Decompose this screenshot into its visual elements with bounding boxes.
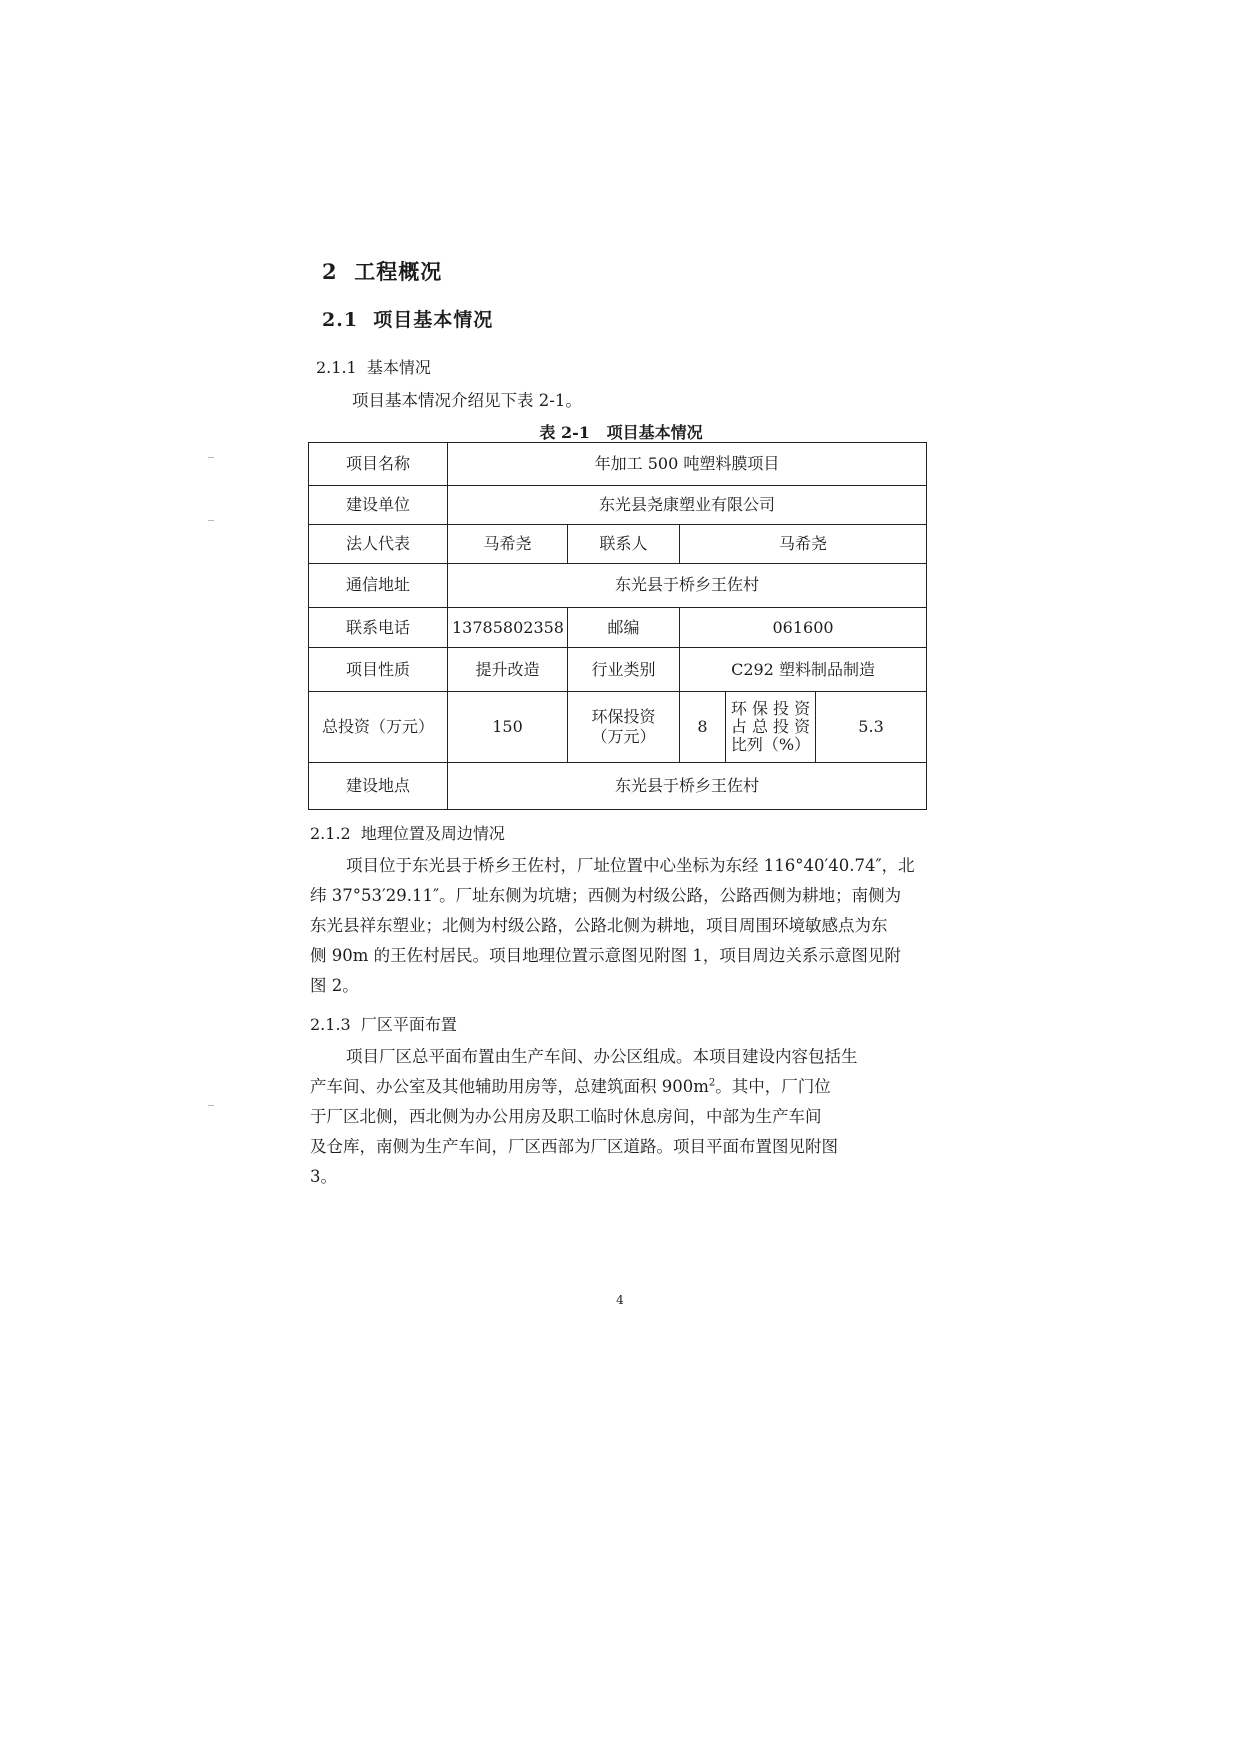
heading-title: 厂区平面布置 [360, 1015, 457, 1034]
heading-number: 2.1.1 [316, 358, 357, 377]
intro-text: 项目基本情况介绍见下表 2-1。 [352, 391, 582, 410]
nature-value: 提升改造 [448, 648, 568, 692]
paragraph-line: 3。 [310, 1167, 337, 1186]
industry-value: C292 塑料制品制造 [680, 648, 927, 692]
ratio-value: 5.3 [816, 692, 927, 763]
heading-2-1-2 [310, 821, 505, 844]
table-row [309, 607, 927, 648]
superscript: 2 [708, 1077, 716, 1089]
paragraph-line: 东光县祥东塑业；北侧为村级公路，公路北侧为耕地，项目周围环境敏感点为东 [310, 916, 888, 935]
legal-rep-label: 法人代表 [309, 525, 448, 564]
contact-label: 联系人 [568, 525, 680, 564]
page-number: 4 [616, 1293, 624, 1307]
heading-title: 地理位置及周边情况 [360, 824, 505, 843]
table-row [309, 692, 927, 763]
site-label: 建设地点 [309, 763, 448, 810]
project-name-value: 年加工 500 吨塑料膜项目 [448, 443, 927, 486]
heading-number: 2.1.3 [310, 1015, 351, 1034]
postcode-label: 邮编 [568, 607, 680, 648]
paragraph-line: 图 2。 [310, 976, 359, 995]
scan-mark [208, 520, 214, 521]
table-row [309, 563, 927, 607]
table-row [309, 485, 927, 525]
paragraph-line [310, 1072, 928, 1102]
env-invest-value: 8 [680, 692, 726, 763]
heading-2-1-3 [310, 1012, 457, 1035]
heading-number: 2.1.2 [310, 824, 351, 843]
env-invest-label-line: 环保投资 [591, 707, 656, 727]
subsection-heading [322, 305, 493, 332]
phone-label: 联系电话 [309, 607, 448, 648]
table-caption [310, 420, 932, 443]
industry-label: 行业类别 [568, 648, 680, 692]
builder-label: 建设单位 [309, 485, 448, 525]
section-title: 工程概况 [354, 259, 443, 284]
paragraph-line: 项目位于东光县于桥乡王佐村，厂址位置中心坐标为东经 116°40′40.74″，北 [346, 856, 915, 875]
scan-mark [208, 1105, 214, 1106]
subsection-number: 2.1 [322, 309, 359, 331]
location-paragraph [310, 851, 928, 1001]
phone-value: 13785802358 [448, 607, 568, 648]
paragraph-line: 及仓库，南侧为生产车间，厂区西部为厂区道路。项目平面布置图见附图 [310, 1137, 838, 1156]
section-number: 2 [322, 259, 338, 284]
legal-rep-value: 马希尧 [448, 525, 568, 564]
heading-title: 基本情况 [366, 358, 431, 377]
line-text: 产车间、办公室及其他辅助用房等，总建筑面积 900m [310, 1077, 709, 1096]
table-row [309, 525, 927, 564]
paragraph-line: 于厂区北侧，西北侧为办公用房及职工临时休息房间，中部为生产车间 [310, 1107, 822, 1126]
table-row [309, 648, 927, 692]
project-info-table [308, 442, 927, 810]
postcode-value: 061600 [680, 607, 927, 648]
layout-paragraph [310, 1042, 928, 1192]
paragraph-line: 侧 90m 的王佐村居民。项目地理位置示意图见附图 1，项目周边关系示意图见附 [310, 946, 901, 965]
section-heading [322, 256, 442, 286]
total-invest-value: 150 [448, 692, 568, 763]
line-text: 。其中，厂门位 [715, 1077, 831, 1096]
ratio-label-line: 环 保 投 资 [730, 699, 811, 719]
project-name-label: 项目名称 [309, 443, 448, 486]
address-value: 东光县于桥乡王佐村 [448, 563, 927, 607]
env-invest-label-line: （万元） [591, 727, 656, 747]
caption-title: 项目基本情况 [606, 423, 703, 442]
env-invest-label [568, 692, 680, 763]
paragraph-line: 项目厂区总平面布置由生产车间、办公区组成。本项目建设内容包括生 [346, 1047, 858, 1066]
ratio-label-line: 比列（%） [730, 735, 811, 755]
caption-number: 表 2-1 [539, 423, 590, 442]
table-row [309, 763, 927, 810]
contact-value: 马希尧 [680, 525, 927, 564]
heading-2-1-1 [316, 355, 431, 378]
nature-label: 项目性质 [309, 648, 448, 692]
table-row [309, 443, 927, 486]
ratio-label [726, 692, 816, 763]
ratio-label-line: 占 总 投 资 [730, 717, 811, 737]
subsection-title: 项目基本情况 [373, 309, 494, 331]
total-invest-label: 总投资（万元） [309, 692, 448, 763]
site-value: 东光县于桥乡王佐村 [448, 763, 927, 810]
paragraph-line: 纬 37°53′29.11″。厂址东侧为坑塘；西侧为村级公路，公路西侧为耕地；南侧为 [310, 886, 902, 905]
builder-value: 东光县尧康塑业有限公司 [448, 485, 927, 525]
address-label: 通信地址 [309, 563, 448, 607]
scan-mark [208, 457, 214, 458]
